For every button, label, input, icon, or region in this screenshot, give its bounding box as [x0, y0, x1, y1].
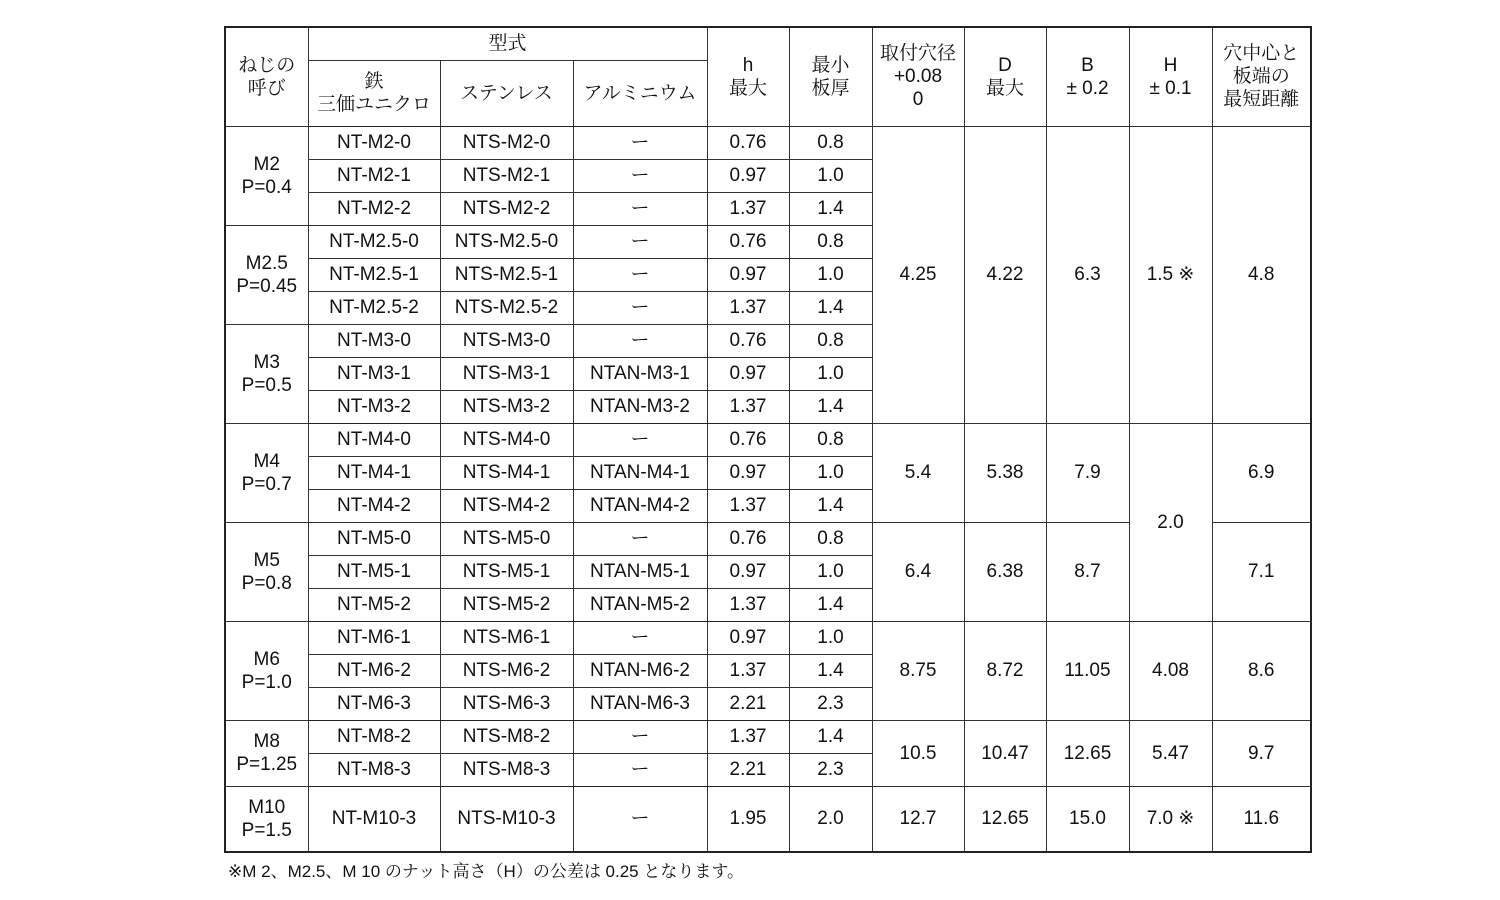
aluminium-model: NTAN-M5-2 — [573, 588, 707, 621]
thread-pitch: P=1.25 — [236, 754, 298, 775]
thread-pitch: P=0.8 — [241, 572, 292, 594]
stainless-model: NTS-M3-0 — [440, 324, 573, 357]
thread-size: M10 — [248, 796, 286, 818]
thread-cell — [225, 423, 308, 522]
edge-distance: 9.7 — [1212, 720, 1311, 786]
thread-cell — [225, 522, 308, 621]
aluminium-model: ー — [573, 225, 707, 258]
thread-pitch: P=0.45 — [236, 275, 298, 297]
thread-size: M4 — [253, 450, 280, 472]
header-model-group: 型式 — [308, 27, 707, 60]
hole-diameter: 8.75 — [872, 621, 964, 720]
aluminium-model: ー — [573, 786, 707, 852]
thread-cell — [225, 720, 308, 786]
iron-model: NT-M2-2 — [308, 192, 440, 225]
header-thread — [225, 27, 308, 126]
aluminium-model: NTAN-M4-1 — [573, 456, 707, 489]
stainless-model: NTS-M8-3 — [440, 753, 573, 786]
aluminium-model: NTAN-M6-2 — [573, 654, 707, 687]
hole-diameter: 12.7 — [872, 786, 964, 852]
h-max: 0.97 — [707, 357, 789, 390]
iron-model: NT-M3-2 — [308, 390, 440, 423]
stainless-model: NTS-M4-2 — [440, 489, 573, 522]
aluminium-model: NTAN-M3-1 — [573, 357, 707, 390]
iron-model: NT-M6-3 — [308, 687, 440, 720]
header-thread-line2: 呼び — [247, 77, 286, 99]
header-B — [1046, 27, 1129, 126]
table-row — [225, 126, 1311, 159]
thread-size: M5 — [253, 549, 280, 571]
nut-height: 1.5 ※ — [1129, 126, 1212, 423]
b-value: 15.0 — [1046, 786, 1129, 852]
iron-model: NT-M4-2 — [308, 489, 440, 522]
h-max: 1.37 — [707, 489, 789, 522]
aluminium-model: ー — [573, 522, 707, 555]
edge-distance: 6.9 — [1212, 423, 1311, 522]
header-min-plate-line1: 最小 — [811, 54, 850, 76]
min-plate: 1.4 — [789, 291, 872, 324]
min-plate: 0.8 — [789, 522, 872, 555]
h-max: 0.76 — [707, 126, 789, 159]
iron-model: NT-M3-1 — [308, 357, 440, 390]
stainless-model: NTS-M2-1 — [440, 159, 573, 192]
iron-model: NT-M3-0 — [308, 324, 440, 357]
h-max: 0.97 — [707, 258, 789, 291]
aluminium-model: ー — [573, 720, 707, 753]
b-value: 6.3 — [1046, 126, 1129, 423]
header-iron — [308, 60, 440, 126]
min-plate: 1.4 — [789, 390, 872, 423]
aluminium-model: ー — [573, 324, 707, 357]
stainless-model: NTS-M5-1 — [440, 555, 573, 588]
h-max: 2.21 — [707, 753, 789, 786]
header-B-line2: ± 0.2 — [1066, 77, 1109, 99]
header-iron-line2: 三価ユニクロ — [316, 94, 431, 115]
header-hole-line3: 0 — [912, 89, 924, 111]
thread-pitch: P=1.0 — [241, 671, 292, 693]
header-H — [1129, 27, 1212, 126]
iron-model: NT-M2.5-1 — [308, 258, 440, 291]
header-H-line2: ± 0.1 — [1149, 77, 1192, 99]
thread-cell — [225, 621, 308, 720]
iron-model: NT-M6-1 — [308, 621, 440, 654]
min-plate: 1.4 — [789, 588, 872, 621]
edge-distance: 8.6 — [1212, 621, 1311, 720]
iron-model: NT-M4-0 — [308, 423, 440, 456]
stainless-model: NTS-M10-3 — [440, 786, 573, 852]
thread-cell — [225, 324, 308, 423]
stainless-model: NTS-M6-1 — [440, 621, 573, 654]
hole-diameter: 4.25 — [872, 126, 964, 423]
thread-size: M2.5 — [245, 252, 288, 274]
iron-model: NT-M6-2 — [308, 654, 440, 687]
stainless-model: NTS-M5-0 — [440, 522, 573, 555]
stainless-model: NTS-M8-2 — [440, 720, 573, 753]
d-max: 5.38 — [964, 423, 1046, 522]
table-row — [225, 720, 1311, 753]
header-edge-distance — [1212, 27, 1311, 126]
stainless-model: NTS-M2.5-0 — [440, 225, 573, 258]
h-max: 1.37 — [707, 588, 789, 621]
header-thread-line1: ねじの — [238, 54, 296, 76]
h-max: 0.97 — [707, 456, 789, 489]
min-plate: 1.4 — [789, 720, 872, 753]
thread-pitch: P=1.5 — [241, 819, 292, 841]
table-row — [225, 786, 1311, 852]
h-max: 1.37 — [707, 654, 789, 687]
stainless-model: NTS-M4-0 — [440, 423, 573, 456]
hole-diameter: 5.4 — [872, 423, 964, 522]
min-plate: 1.4 — [789, 192, 872, 225]
header-hole — [872, 27, 964, 126]
min-plate: 2.0 — [789, 786, 872, 852]
min-plate: 2.3 — [789, 687, 872, 720]
stainless-model: NTS-M6-2 — [440, 654, 573, 687]
header-aluminium: アルミニウム — [573, 60, 707, 126]
aluminium-model: ー — [573, 753, 707, 786]
thread-size: M6 — [253, 648, 280, 670]
stainless-model: NTS-M3-1 — [440, 357, 573, 390]
h-max: 0.76 — [707, 225, 789, 258]
min-plate: 0.8 — [789, 126, 872, 159]
iron-model: NT-M2-1 — [308, 159, 440, 192]
aluminium-model: NTAN-M4-2 — [573, 489, 707, 522]
spec-table — [224, 26, 1312, 853]
table-row — [225, 621, 1311, 654]
iron-model: NT-M5-1 — [308, 555, 440, 588]
spec-table-wrapper — [224, 26, 1312, 853]
aluminium-model: ー — [573, 423, 707, 456]
edge-distance: 11.6 — [1212, 786, 1311, 852]
h-max: 0.97 — [707, 159, 789, 192]
iron-model: NT-M8-3 — [308, 753, 440, 786]
aluminium-model: NTAN-M6-3 — [573, 687, 707, 720]
stainless-model: NTS-M4-1 — [440, 456, 573, 489]
min-plate: 0.8 — [789, 225, 872, 258]
min-plate: 1.0 — [789, 621, 872, 654]
thread-pitch: P=0.5 — [241, 374, 292, 396]
thread-pitch: P=0.4 — [241, 176, 292, 198]
thread-cell — [225, 126, 308, 225]
aluminium-model: NTAN-M5-1 — [573, 555, 707, 588]
thread-pitch: P=0.7 — [241, 473, 292, 495]
aluminium-model: ー — [573, 621, 707, 654]
h-max: 0.76 — [707, 522, 789, 555]
header-D-line1: D — [998, 54, 1012, 76]
d-max: 6.38 — [964, 522, 1046, 621]
min-plate: 0.8 — [789, 423, 872, 456]
nut-height: 7.0 ※ — [1129, 786, 1212, 852]
d-max: 10.47 — [964, 720, 1046, 786]
iron-model: NT-M2-0 — [308, 126, 440, 159]
aluminium-model: ー — [573, 291, 707, 324]
h-max: 0.76 — [707, 423, 789, 456]
d-max: 4.22 — [964, 126, 1046, 423]
aluminium-model: ー — [573, 159, 707, 192]
header-h-line1: h — [742, 54, 754, 76]
thread-size: M8 — [253, 731, 280, 752]
b-value: 7.9 — [1046, 423, 1129, 522]
aluminium-model: ー — [573, 126, 707, 159]
b-value: 11.05 — [1046, 621, 1129, 720]
iron-model: NT-M2.5-2 — [308, 291, 440, 324]
stainless-model: NTS-M2-0 — [440, 126, 573, 159]
stainless-model: NTS-M5-2 — [440, 588, 573, 621]
aluminium-model: NTAN-M3-2 — [573, 390, 707, 423]
b-value: 12.65 — [1046, 720, 1129, 786]
header-hole-line2: +0.08 — [893, 66, 943, 88]
header-D-line2: 最大 — [985, 77, 1024, 99]
b-value: 8.7 — [1046, 522, 1129, 621]
iron-model: NT-M4-1 — [308, 456, 440, 489]
tolerance-note: ※M 2、M2.5、M 10 のナット高さ（H）の公差は 0.25 となります。 — [228, 862, 745, 881]
min-plate: 1.0 — [789, 357, 872, 390]
edge-distance: 7.1 — [1212, 522, 1311, 621]
header-D — [964, 27, 1046, 126]
iron-model: NT-M2.5-0 — [308, 225, 440, 258]
header-stainless: ステンレス — [440, 60, 573, 126]
header-iron-line1: 鉄 — [364, 71, 384, 92]
iron-model: NT-M10-3 — [308, 786, 440, 852]
min-plate: 1.0 — [789, 159, 872, 192]
stainless-model: NTS-M6-3 — [440, 687, 573, 720]
h-max: 1.37 — [707, 291, 789, 324]
min-plate: 2.3 — [789, 753, 872, 786]
h-max: 1.37 — [707, 390, 789, 423]
header-B-line1: B — [1081, 54, 1094, 76]
table-row — [225, 423, 1311, 456]
stainless-model: NTS-M3-2 — [440, 390, 573, 423]
thread-size: M3 — [253, 351, 280, 373]
h-max: 2.21 — [707, 687, 789, 720]
header-h — [707, 27, 789, 126]
aluminium-model: ー — [573, 258, 707, 291]
edge-distance: 4.8 — [1212, 126, 1311, 423]
min-plate: 1.0 — [789, 456, 872, 489]
iron-model: NT-M5-0 — [308, 522, 440, 555]
header-min-plate-line2: 板厚 — [811, 77, 850, 99]
iron-model: NT-M5-2 — [308, 588, 440, 621]
thread-cell — [225, 225, 308, 324]
min-plate: 1.0 — [789, 258, 872, 291]
h-max: 1.37 — [707, 720, 789, 753]
header-hole-line1: 取付穴径 — [879, 43, 956, 65]
h-max: 0.97 — [707, 555, 789, 588]
stainless-model: NTS-M2.5-2 — [440, 291, 573, 324]
min-plate: 1.4 — [789, 489, 872, 522]
min-plate: 1.4 — [789, 654, 872, 687]
aluminium-model: ー — [573, 192, 707, 225]
h-max: 0.76 — [707, 324, 789, 357]
header-H-line1: H — [1163, 54, 1178, 76]
header-min-plate — [789, 27, 872, 126]
min-plate: 0.8 — [789, 324, 872, 357]
d-max: 12.65 — [964, 786, 1046, 852]
h-max: 0.97 — [707, 621, 789, 654]
thread-cell — [225, 786, 308, 852]
nut-height: 2.0 — [1129, 423, 1212, 621]
nut-height: 4.08 — [1129, 621, 1212, 720]
min-plate: 1.0 — [789, 555, 872, 588]
iron-model: NT-M8-2 — [308, 720, 440, 753]
stainless-model: NTS-M2.5-1 — [440, 258, 573, 291]
stainless-model: NTS-M2-2 — [440, 192, 573, 225]
h-max: 1.37 — [707, 192, 789, 225]
hole-diameter: 10.5 — [872, 720, 964, 786]
header-edge-line3: 最短距離 — [1223, 89, 1300, 111]
header-edge-line2: 板端の — [1232, 66, 1290, 88]
d-max: 8.72 — [964, 621, 1046, 720]
nut-height: 5.47 — [1129, 720, 1212, 786]
header-h-line2: 最大 — [728, 77, 767, 99]
h-max: 1.95 — [707, 786, 789, 852]
header-edge-line1: 穴中心と — [1223, 43, 1300, 65]
thread-size: M2 — [253, 153, 280, 175]
hole-diameter: 6.4 — [872, 522, 964, 621]
